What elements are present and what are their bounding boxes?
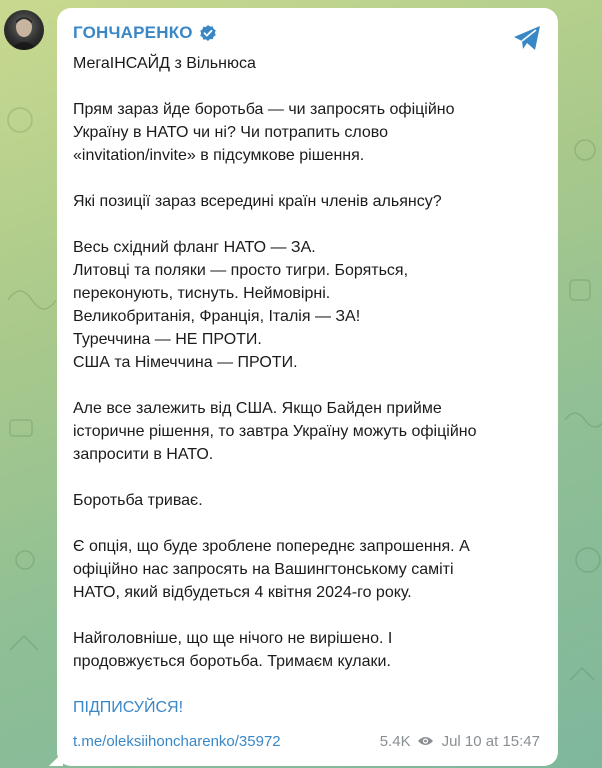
post-body-line: історичне рішення, то завтра Україну можуть офіційно bbox=[73, 423, 477, 440]
post-body-line: Які позиції зараз всередині країн членів альянсу? bbox=[73, 193, 442, 210]
post-body bbox=[73, 98, 540, 696]
post-body-line: США та Німеччина — ПРОТИ. bbox=[73, 354, 298, 371]
channel-avatar[interactable] bbox=[4, 10, 44, 50]
post-body-blank-line bbox=[73, 167, 540, 190]
message-footer bbox=[73, 731, 540, 751]
views-eye-icon bbox=[417, 735, 434, 747]
post-body-line: Весь східний фланг НАТО — ЗА. bbox=[73, 239, 316, 256]
post-body-blank-line bbox=[73, 213, 540, 236]
post-timestamp: Jul 10 at 15:47 bbox=[441, 732, 540, 750]
post-body-line: Але все залежить від США. Якщо Байден прийме bbox=[73, 400, 442, 417]
post-body-line: Литовці та поляки — просто тигри. Боряться, bbox=[73, 262, 409, 279]
post-body-line: Туреччина — НЕ ПРОТИ. bbox=[73, 331, 262, 348]
post-body-line: офіційно нас запросять на Вашингтонському саміті bbox=[73, 561, 454, 578]
post-body-blank-line bbox=[73, 466, 540, 489]
post-body-line: продовжується боротьба. Тримаєм кулаки. bbox=[73, 653, 391, 670]
verified-badge-icon bbox=[199, 24, 217, 42]
post-body-blank-line bbox=[73, 673, 540, 696]
post-body-line: Є опція, що буде зроблене попереднє запрошення. А bbox=[73, 538, 470, 555]
post-body-line: Боротьба триває. bbox=[73, 492, 203, 509]
post-body-line: НАТО, який відбудеться 4 квітня 2024-го року. bbox=[73, 584, 412, 601]
post-body-blank-line bbox=[73, 604, 540, 627]
post-body-line: Великобританія, Франція, Італія — ЗА! bbox=[73, 308, 361, 325]
post-body-blank-line bbox=[73, 374, 540, 397]
post-link[interactable]: t.me/oleksiihoncharenko/35972 bbox=[73, 732, 281, 750]
avatar-portrait-icon bbox=[4, 10, 44, 50]
post-body-line: запросити в НАТО. bbox=[73, 446, 214, 463]
post-body-line: переконують, тиснуть. Неймовірні. bbox=[73, 285, 331, 302]
post-meta bbox=[380, 733, 540, 750]
post-title: МегаІНСАЙД з Вільнюса bbox=[73, 55, 256, 72]
message-header bbox=[73, 22, 540, 44]
channel-name[interactable]: ГОНЧАРЕНКО bbox=[73, 23, 193, 42]
post-body-line: Найголовніше, що ще нічого не вирішено. І bbox=[73, 630, 393, 647]
views-count: 5.4K bbox=[379, 732, 411, 750]
post-body-line: Україну в НАТО чи ні? Чи потрапить слово bbox=[73, 124, 389, 141]
share-icon[interactable] bbox=[512, 24, 542, 52]
post-body-line: Прям зараз йде боротьба — чи запросять офіційно bbox=[73, 101, 455, 118]
post-body-blank-line bbox=[73, 512, 540, 535]
subscribe-link[interactable]: ПІДПИСУЙСЯ! bbox=[73, 699, 184, 716]
message-bubble bbox=[57, 8, 558, 766]
post-body-line: «invitation/invite» в підсумкове рішення. bbox=[73, 147, 365, 164]
